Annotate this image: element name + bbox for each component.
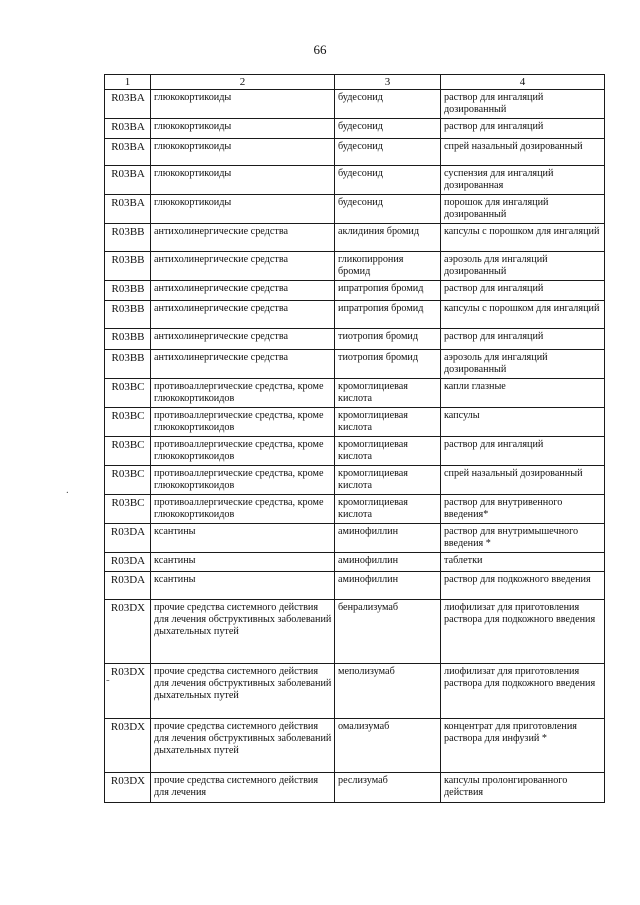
- column-header: 3: [335, 75, 441, 90]
- table-body: [105, 90, 605, 803]
- dosage-form-cell: капсулы с порошком для ингаляций: [441, 301, 605, 329]
- stray-mark-dash: -: [106, 674, 110, 686]
- substance-cell: тиотропия бромид: [335, 350, 441, 379]
- substance-cell: аминофиллин: [335, 553, 441, 572]
- substance-cell: будесонид: [335, 195, 441, 224]
- substance-cell: кромоглициевая кислота: [335, 408, 441, 437]
- dosage-form-cell: таблетки: [441, 553, 605, 572]
- substance-cell: будесонид: [335, 166, 441, 195]
- substance-cell: омализумаб: [335, 719, 441, 773]
- table-row: [105, 90, 605, 119]
- atc-code-cell: R03DX: [105, 600, 151, 664]
- group-cell: глюкокортикоиды: [151, 166, 335, 195]
- atc-code-cell: R03BB: [105, 350, 151, 379]
- table-row: [105, 600, 605, 664]
- substance-cell: кромоглициевая кислота: [335, 379, 441, 408]
- dosage-form-cell: раствор для внутривенного введения*: [441, 495, 605, 524]
- substance-cell: будесонид: [335, 119, 441, 139]
- group-cell: антихолинергические средства: [151, 224, 335, 252]
- atc-code-cell: R03BA: [105, 139, 151, 166]
- atc-code-cell: R03BC: [105, 466, 151, 495]
- column-header: 2: [151, 75, 335, 90]
- atc-code-cell: R03BC: [105, 379, 151, 408]
- atc-code-cell: R03BB: [105, 224, 151, 252]
- table-row: [105, 224, 605, 252]
- dosage-form-cell: концентрат для приготовления раствора для инфузий *: [441, 719, 605, 773]
- dosage-form-cell: раствор для подкожного введения: [441, 572, 605, 600]
- table-row: [105, 166, 605, 195]
- group-cell: противоаллергические средства, кроме глюкокортикоидов: [151, 495, 335, 524]
- table-row: [105, 495, 605, 524]
- atc-code-cell: R03DX: [105, 664, 151, 719]
- dosage-form-cell: раствор для ингаляций: [441, 281, 605, 301]
- group-cell: прочие средства системного действия для лечения обструктивных заболеваний дыхательных путей: [151, 600, 335, 664]
- table-row: [105, 119, 605, 139]
- table-row: [105, 281, 605, 301]
- atc-code-cell: R03BC: [105, 437, 151, 466]
- substance-cell: аминофиллин: [335, 524, 441, 553]
- group-cell: ксантины: [151, 553, 335, 572]
- substance-cell: кромоглициевая кислота: [335, 437, 441, 466]
- dosage-form-cell: суспензия для ингаляций дозированная: [441, 166, 605, 195]
- table-row: [105, 139, 605, 166]
- group-cell: прочие средства системного действия для лечения: [151, 773, 335, 803]
- group-cell: противоаллергические средства, кроме глюкокортикоидов: [151, 466, 335, 495]
- atc-code-cell: R03BB: [105, 252, 151, 281]
- atc-code-cell: R03DA: [105, 553, 151, 572]
- group-cell: противоаллергические средства, кроме глюкокортикоидов: [151, 437, 335, 466]
- dosage-form-cell: капли глазные: [441, 379, 605, 408]
- table-row: [105, 252, 605, 281]
- group-cell: антихолинергические средства: [151, 350, 335, 379]
- substance-cell: будесонид: [335, 90, 441, 119]
- group-cell: противоаллергические средства, кроме глюкокортикоидов: [151, 379, 335, 408]
- substance-cell: реслизумаб: [335, 773, 441, 803]
- atc-code-cell: R03DA: [105, 572, 151, 600]
- dosage-form-cell: лиофилизат для приготовления раствора для подкожного введения: [441, 664, 605, 719]
- substance-cell: будесонид: [335, 139, 441, 166]
- group-cell: ксантины: [151, 524, 335, 553]
- atc-code-cell: R03BB: [105, 301, 151, 329]
- atc-code-cell: R03BA: [105, 195, 151, 224]
- group-cell: антихолинергические средства: [151, 281, 335, 301]
- substance-cell: меполизумаб: [335, 664, 441, 719]
- substance-cell: гликопиррония бромид: [335, 252, 441, 281]
- dosage-form-cell: раствор для ингаляций: [441, 437, 605, 466]
- group-cell: антихолинергические средства: [151, 301, 335, 329]
- table-row: [105, 437, 605, 466]
- atc-code-cell: R03BA: [105, 166, 151, 195]
- table-row: [105, 195, 605, 224]
- dosage-form-cell: спрей назальный дозированный: [441, 139, 605, 166]
- group-cell: прочие средства системного действия для лечения обструктивных заболеваний дыхательных путей: [151, 664, 335, 719]
- group-cell: глюкокортикоиды: [151, 139, 335, 166]
- substance-cell: тиотропия бромид: [335, 329, 441, 350]
- dosage-form-cell: раствор для ингаляций дозированный: [441, 90, 605, 119]
- table-row: [105, 553, 605, 572]
- atc-code-cell: R03BB: [105, 329, 151, 350]
- atc-code-cell: R03BA: [105, 90, 151, 119]
- table-row: [105, 572, 605, 600]
- dosage-form-cell: капсулы: [441, 408, 605, 437]
- group-cell: антихолинергические средства: [151, 252, 335, 281]
- drug-table: [104, 74, 605, 803]
- atc-code-cell: R03BC: [105, 495, 151, 524]
- substance-cell: кромоглициевая кислота: [335, 495, 441, 524]
- table-row: [105, 524, 605, 553]
- table-row: [105, 379, 605, 408]
- dosage-form-cell: спрей назальный дозированный: [441, 466, 605, 495]
- stray-mark-dot: .: [66, 484, 69, 496]
- substance-cell: ипратропия бромид: [335, 301, 441, 329]
- table-row: [105, 719, 605, 773]
- substance-cell: аклидиния бромид: [335, 224, 441, 252]
- dosage-form-cell: раствор для внутримышечного введения *: [441, 524, 605, 553]
- substance-cell: кромоглициевая кислота: [335, 466, 441, 495]
- table-row: [105, 329, 605, 350]
- table-row: [105, 408, 605, 437]
- dosage-form-cell: капсулы пролонгированного действия: [441, 773, 605, 803]
- table-header-row: [105, 75, 605, 90]
- atc-code-cell: R03BC: [105, 408, 151, 437]
- table-row: [105, 466, 605, 495]
- dosage-form-cell: порошок для ингаляций дозированный: [441, 195, 605, 224]
- atc-code-cell: R03BB: [105, 281, 151, 301]
- atc-code-cell: R03DA: [105, 524, 151, 553]
- group-cell: глюкокортикоиды: [151, 195, 335, 224]
- table-row: [105, 350, 605, 379]
- table-row: [105, 773, 605, 803]
- atc-code-cell: R03DX: [105, 719, 151, 773]
- group-cell: противоаллергические средства, кроме глюкокортикоидов: [151, 408, 335, 437]
- group-cell: антихолинергические средства: [151, 329, 335, 350]
- dosage-form-cell: аэрозоль для ингаляций дозированный: [441, 252, 605, 281]
- dosage-form-cell: лиофилизат для приготовления раствора для подкожного введения: [441, 600, 605, 664]
- page-number: 66: [313, 42, 327, 57]
- group-cell: глюкокортикоиды: [151, 90, 335, 119]
- group-cell: прочие средства системного действия для лечения обструктивных заболеваний дыхательных путей: [151, 719, 335, 773]
- dosage-form-cell: капсулы с порошком для ингаляций: [441, 224, 605, 252]
- dosage-form-cell: раствор для ингаляций: [441, 119, 605, 139]
- group-cell: ксантины: [151, 572, 335, 600]
- group-cell: глюкокортикоиды: [151, 119, 335, 139]
- substance-cell: бенрализумаб: [335, 600, 441, 664]
- atc-code-cell: R03BA: [105, 119, 151, 139]
- column-header: 1: [105, 75, 151, 90]
- atc-code-cell: R03DX: [105, 773, 151, 803]
- table-row: [105, 301, 605, 329]
- substance-cell: аминофиллин: [335, 572, 441, 600]
- dosage-form-cell: аэрозоль для ингаляций дозированный: [441, 350, 605, 379]
- column-header: 4: [441, 75, 605, 90]
- dosage-form-cell: раствор для ингаляций: [441, 329, 605, 350]
- substance-cell: ипратропия бромид: [335, 281, 441, 301]
- table-row: [105, 664, 605, 719]
